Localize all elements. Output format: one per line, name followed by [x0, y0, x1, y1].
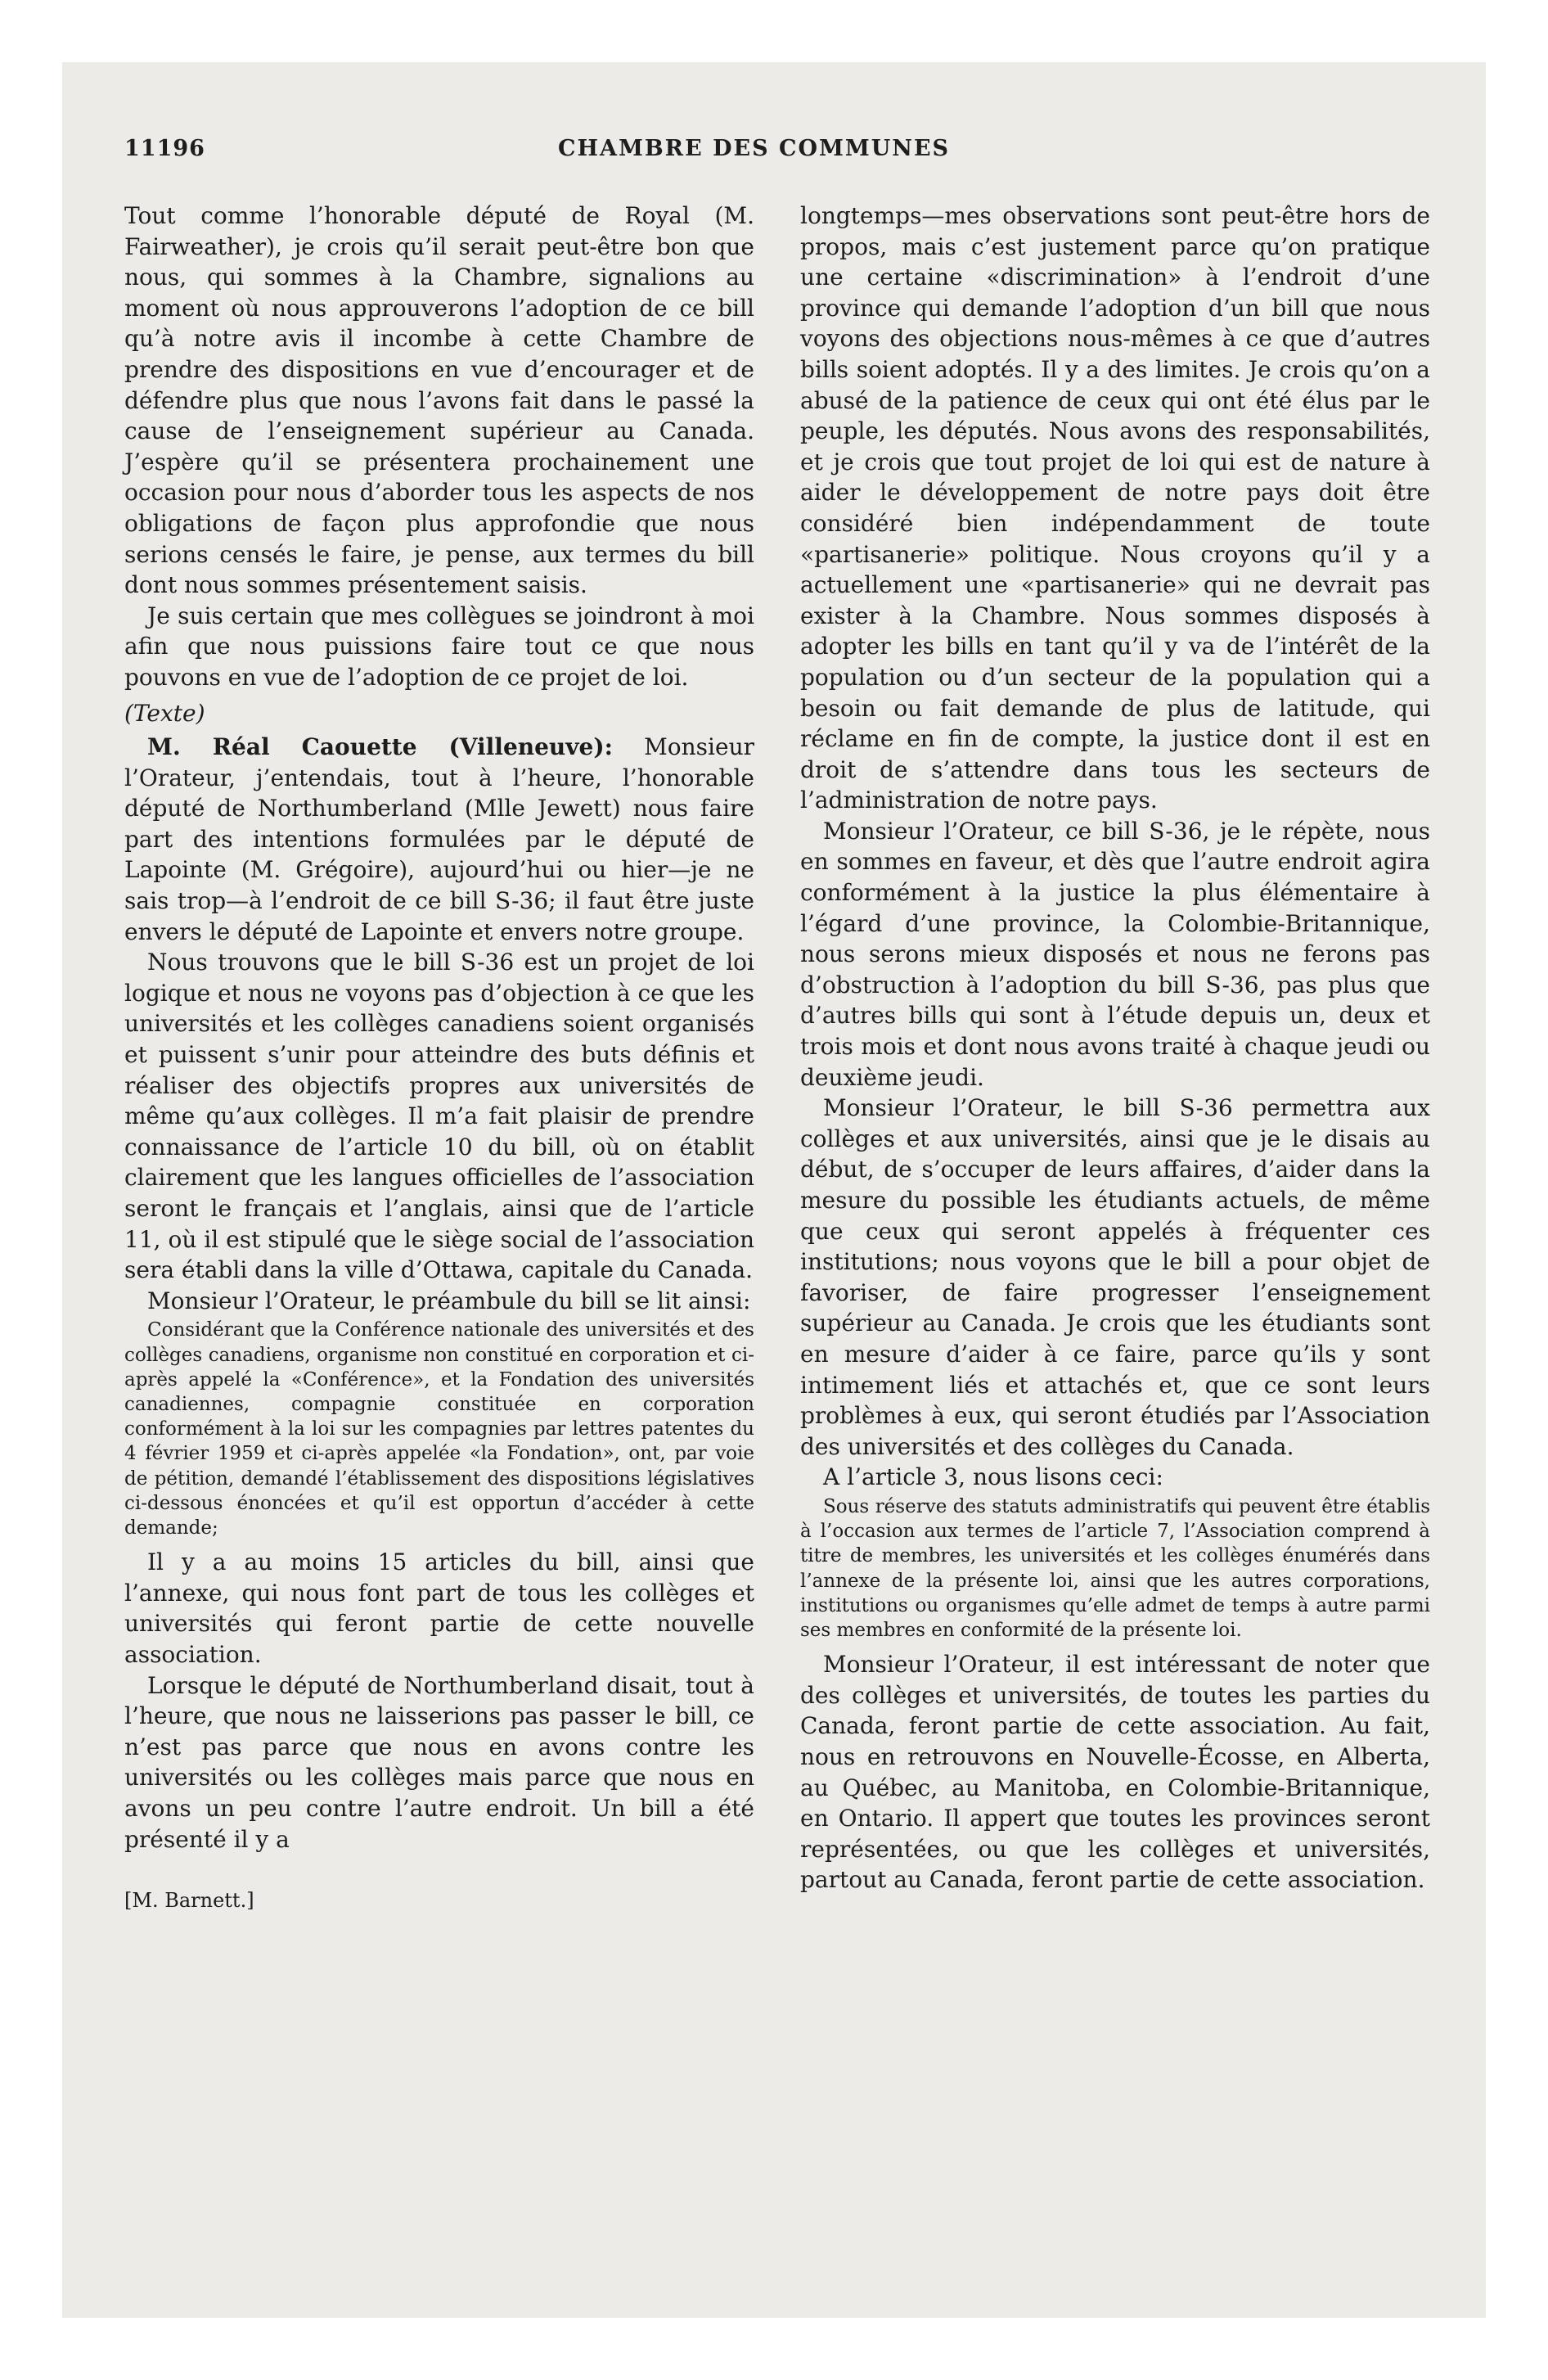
- speaker-attribution: [M. Barnett.]: [124, 1889, 254, 1913]
- quoted-preamble: Considérant que la Conférence nationale des universités et des collèges canadiens, organisme non constitué en corporation et ci-après appelé la «Conférence», et la Fondation des universités canadiennes, compagnie constituée en corporation conformément à la loi sur les compagnies par lettres patentes du 4 février 1959 et ci-après appelée «la Fondation», ont, par voie de pétition, demandé l’établissement des dispositions législatives ci-dessous énoncées et qu’il est opportun d’accéder à cette demande;: [124, 1319, 754, 1539]
- speaker-name: M. Réal Caouette (Villeneuve):: [147, 733, 613, 761]
- paragraph: Tout comme l’honorable député de Royal (M. Fairweather), je crois qu’il serait peut-être bon que nous, qui sommes à la Chambre, signalions au moment où nous approuverons l’adoption de ce bill qu’à notre avis il incombe à cette Chambre de prendre des dispositions en vue d’encourager et de défendre plus que nous l’avons fait dans le passé la cause de l’enseignement supérieur au Canada. J’espère qu’il se présentera prochainement une occasion pour nous d’aborder tous les aspects de nos obligations de façon plus approfondie que nous serions censés le faire, je pense, aux termes du bill dont nous sommes présentement saisis.: [124, 202, 754, 599]
- right-column: [800, 201, 1430, 1895]
- left-column: [124, 201, 754, 1917]
- paragraph-text: Monsieur l’Orateur, j’entendais, tout à l’heure, l’honorable député de Northumberland (Mlle Jewett) nous faire part des intentions formulées par le député de Lapointe (M. Grégoire), aujourd’hui ou hier—je ne sais trop—à l’endroit de ce bill S-36; il faut être juste envers le député de Lapointe et envers notre groupe.: [124, 733, 754, 945]
- paragraph: Monsieur l’Orateur, il est intéressant de noter que des collèges et universités, de toutes les parties du Canada, feront partie de cette association. Au fait, nous en retrouvons en Nouvelle-Écosse, en Alberta, au Québec, au Manitoba, en Colombie-Britannique, en Ontario. Il appert que toutes les provinces seront représentées, ou que les collèges et universités, partout au Canada, feront partie de cette association.: [800, 1651, 1430, 1894]
- paragraph: Lorsque le député de Northumberland disait, tout à l’heure, que nous ne laisserions pas passer le bill, ce n’est pas parce que nous en avons contre les universités ou les collèges mais parce que nous en avons un peu contre l’autre endroit. Un bill a été présenté il y a: [124, 1671, 754, 1853]
- paragraph: A l’article 3, nous lisons ceci:: [823, 1463, 1163, 1491]
- paragraph: longtemps—mes observations sont peut-être hors de propos, mais c’est justement parce qu’on pratique une certaine «discrimination» à l’endroit d’une province qui demande l’adoption d’un bill que nous voyons des objections nous-mêmes à ce que d’autres bills soient adoptés. Il y a des limites. Je crois qu’on a abusé de la patience de ceux qui ont été élus par le peuple, les députés. Nous avons des responsabilités, et je crois que tout projet de loi qui est de nature à aider le développement de notre pays doit être considéré bien indépendamment de toute «partisanerie» politique. Nous croyons qu’il y a actuellement une «partisanerie» qui ne devrait pas exister à la Chambre. Nous sommes disposés à adopter les bills en tant qu’il y va de l’intérêt de la population ou d’un secteur de la population qui a besoin ou fait demande de plus de latitude, qui réclame en fin de compte, la justice dont il est en droit de s’attendre dans tous les secteurs de l’administration de notre pays.: [800, 202, 1430, 814]
- speaker-paragraph: [124, 732, 754, 947]
- running-title: CHAMBRE DES COMMUNES: [558, 136, 951, 161]
- paragraph: Monsieur l’Orateur, le bill S-36 permettra aux collèges et aux universités, ainsi que je le disais au début, de s’occuper de leurs affaires, d’aider dans la mesure du possible les étudiants actuels, de même que ceux qui seront appelés à fréquenter ces institutions; nous voyons que le bill a pour objet de favoriser, de faire progresser l’enseignement supérieur au Canada. Je crois que les étudiants sont en mesure d’aider à ce faire, parce qu’ils y sont intimement liés et attachés et, que ce sont leurs problèmes à eux, qui seront étudiés par l’Association des universités et des collèges du Canada.: [800, 1094, 1430, 1460]
- running-head: [124, 136, 1417, 169]
- quoted-article: Sous réserve des statuts administratifs qui peuvent être établis à l’occasion aux termes de l’article 7, l’Association comprend à titre de membres, les universités et les collèges énumérés dans l’annexe de la présente loi, ainsi que les autres corporations, institutions ou organismes qu’elle admet de temps à autre parmi ses membres en conformité de la présente loi.: [800, 1495, 1430, 1641]
- paragraph: Il y a au moins 15 articles du bill, ainsi que l’annexe, qui nous font part de tous les collèges et universités qui feront partie de cette nouvelle association.: [124, 1548, 754, 1668]
- paragraph: Monsieur l’Orateur, le préambule du bill se lit ainsi:: [147, 1287, 751, 1314]
- page-number: 11196: [124, 136, 205, 161]
- section-heading: (Texte): [124, 699, 205, 727]
- paragraph: Je suis certain que mes collègues se joindront à moi afin que nous puissions faire tout ce que nous pouvons en vue de l’adoption de ce projet de loi.: [124, 602, 754, 691]
- paragraph: Monsieur l’Orateur, ce bill S-36, je le répète, nous en sommes en faveur, et dès que l’autre endroit agira conformément à la justice la plus élémentaire à l’égard d’une province, la Colombie-Britannique, nous serons mieux disposés et nous ne ferons pas d’obstruction à l’adoption du bill S-36, pas plus que d’autres bills qui sont à l’étude depuis un, deux et trois mois et dont nous avons traité à chaque jeudi ou deuxième jeudi.: [800, 817, 1430, 1091]
- paragraph: Nous trouvons que le bill S-36 est un projet de loi logique et nous ne voyons pas d’objection à ce que les universités et les collèges canadiens soient organisés et puissent s’unir pour atteindre des buts définis et réaliser des objectifs propres aux universités de même qu’aux collèges. Il m’a fait plaisir de prendre connaissance de l’article 10 du bill, où on établit clairement que les langues officielles de l’association seront le français et l’anglais, ainsi que de l’article 11, où il est stipulé que le siège social de l’association sera établi dans la ville d’Ottawa, capitale du Canada.: [124, 949, 754, 1284]
